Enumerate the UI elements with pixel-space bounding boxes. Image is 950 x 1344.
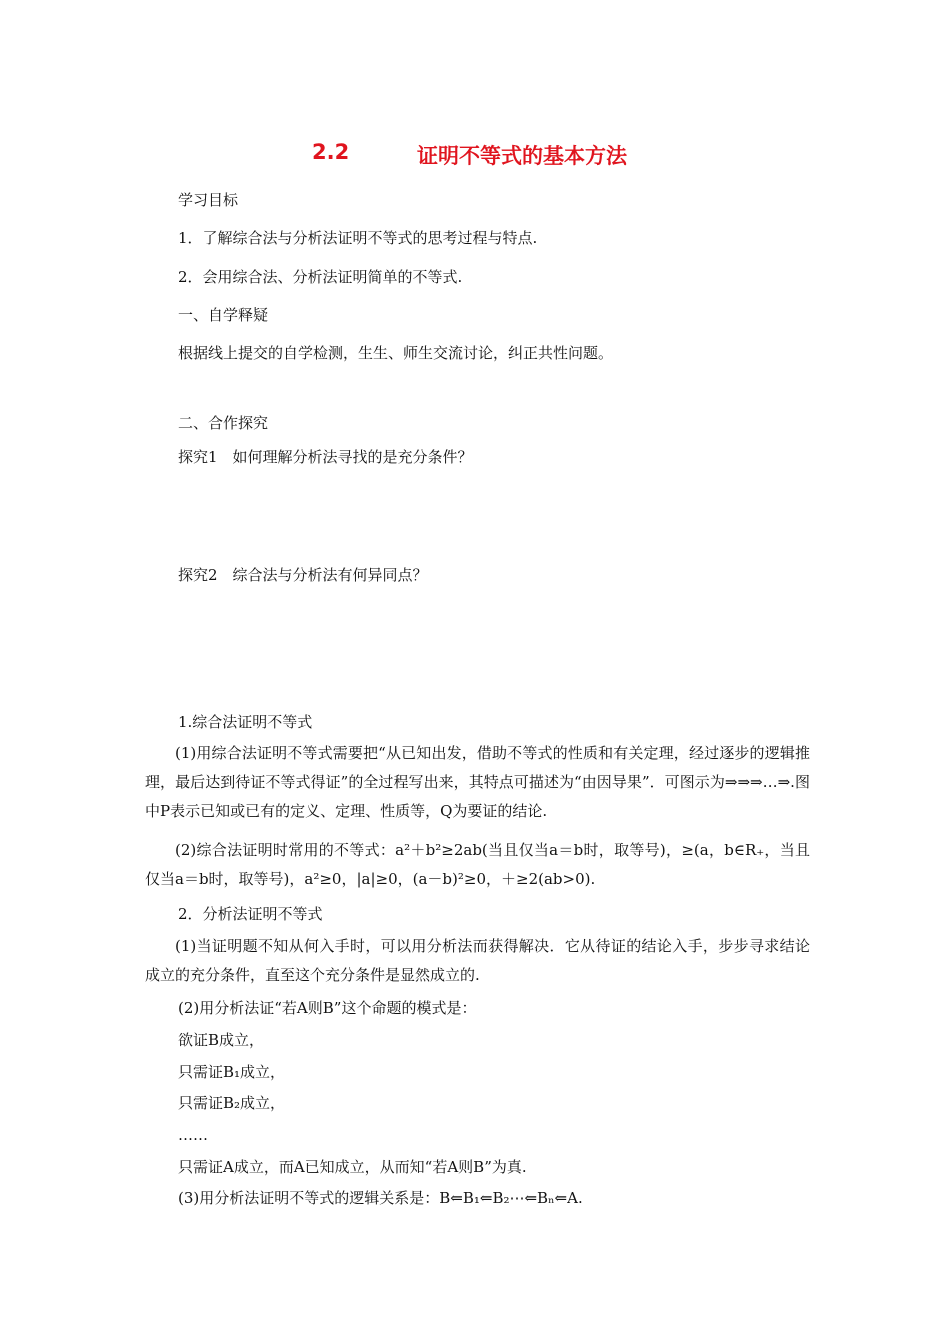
title-number: 2.2 — [312, 140, 350, 164]
analysis-step-2: 只需证B₁成立， — [178, 1063, 286, 1081]
goal-item-2: 2．会用综合法、分析法证明简单的不等式. — [178, 268, 463, 286]
analysis-step-3: 只需证B₂成立， — [178, 1094, 286, 1112]
synthesis-paragraph-1: (1)用综合法证明不等式需要把“从已知出发，借助不等式的性质和有关定理，经过逐步的逻辑推理，最后达到待证不等式得证”的全过程写出来，其特点可描述为“由因导果”．可图示为⇒⇒⇒…⇒.图中P表示已知或已有的定义、定理、性质等，Q为要证的结论. — [145, 744, 810, 820]
explore-1: 探究1 如何理解分析法寻找的是充分条件？ — [178, 448, 473, 466]
analysis-step-4: 只需证A成立，而A已知成立，从而知“若A则B”为真. — [178, 1158, 527, 1176]
synthesis-heading: 1.综合法证明不等式 — [178, 713, 313, 731]
goal-item-1: 1．了解综合法与分析法证明不等式的思考过程与特点. — [178, 229, 538, 247]
section2-heading: 二、合作探究 — [178, 414, 269, 432]
section1-text: 根据线上提交的自学检测，生生、师生交流讨论，纠正共性问题。 — [178, 344, 614, 362]
analysis-paragraph-3: (3)用分析法证明不等式的逻辑关系是：B⇐B₁⇐B₂⋯⇐Bₙ⇐A. — [178, 1189, 583, 1207]
analysis-paragraph-1: (1)当证明题不知从何入手时，可以用分析法而获得解决．它从待证的结论入手，步步寻求结论成立的充分条件，直至这个充分条件是显然成立的. — [145, 937, 810, 984]
synthesis-paragraph-2: (2)综合法证明时常用的不等式：a²＋b²≥2ab(当且仅当a＝b时，取等号)，≥(a，b∈R₊，当且仅当a＝b时，取等号)，a²≥0，|a|≥0，(a－b)²≥0，＋≥2(ab>0). — [145, 841, 810, 888]
analysis-step-1: 欲证B成立， — [178, 1031, 265, 1049]
analysis-paragraph-2: (2)用分析法证“若A则B”这个命题的模式是： — [178, 999, 477, 1017]
title-text: 证明不等式的基本方法 — [417, 144, 627, 168]
explore-2: 探究2 综合法与分析法有何异同点？ — [178, 566, 428, 584]
section1-heading: 一、自学释疑 — [178, 306, 269, 324]
analysis-ellipsis: …… — [178, 1126, 208, 1144]
goals-heading: 学习目标 — [178, 191, 239, 209]
analysis-heading: 2．分析法证明不等式 — [178, 905, 323, 923]
